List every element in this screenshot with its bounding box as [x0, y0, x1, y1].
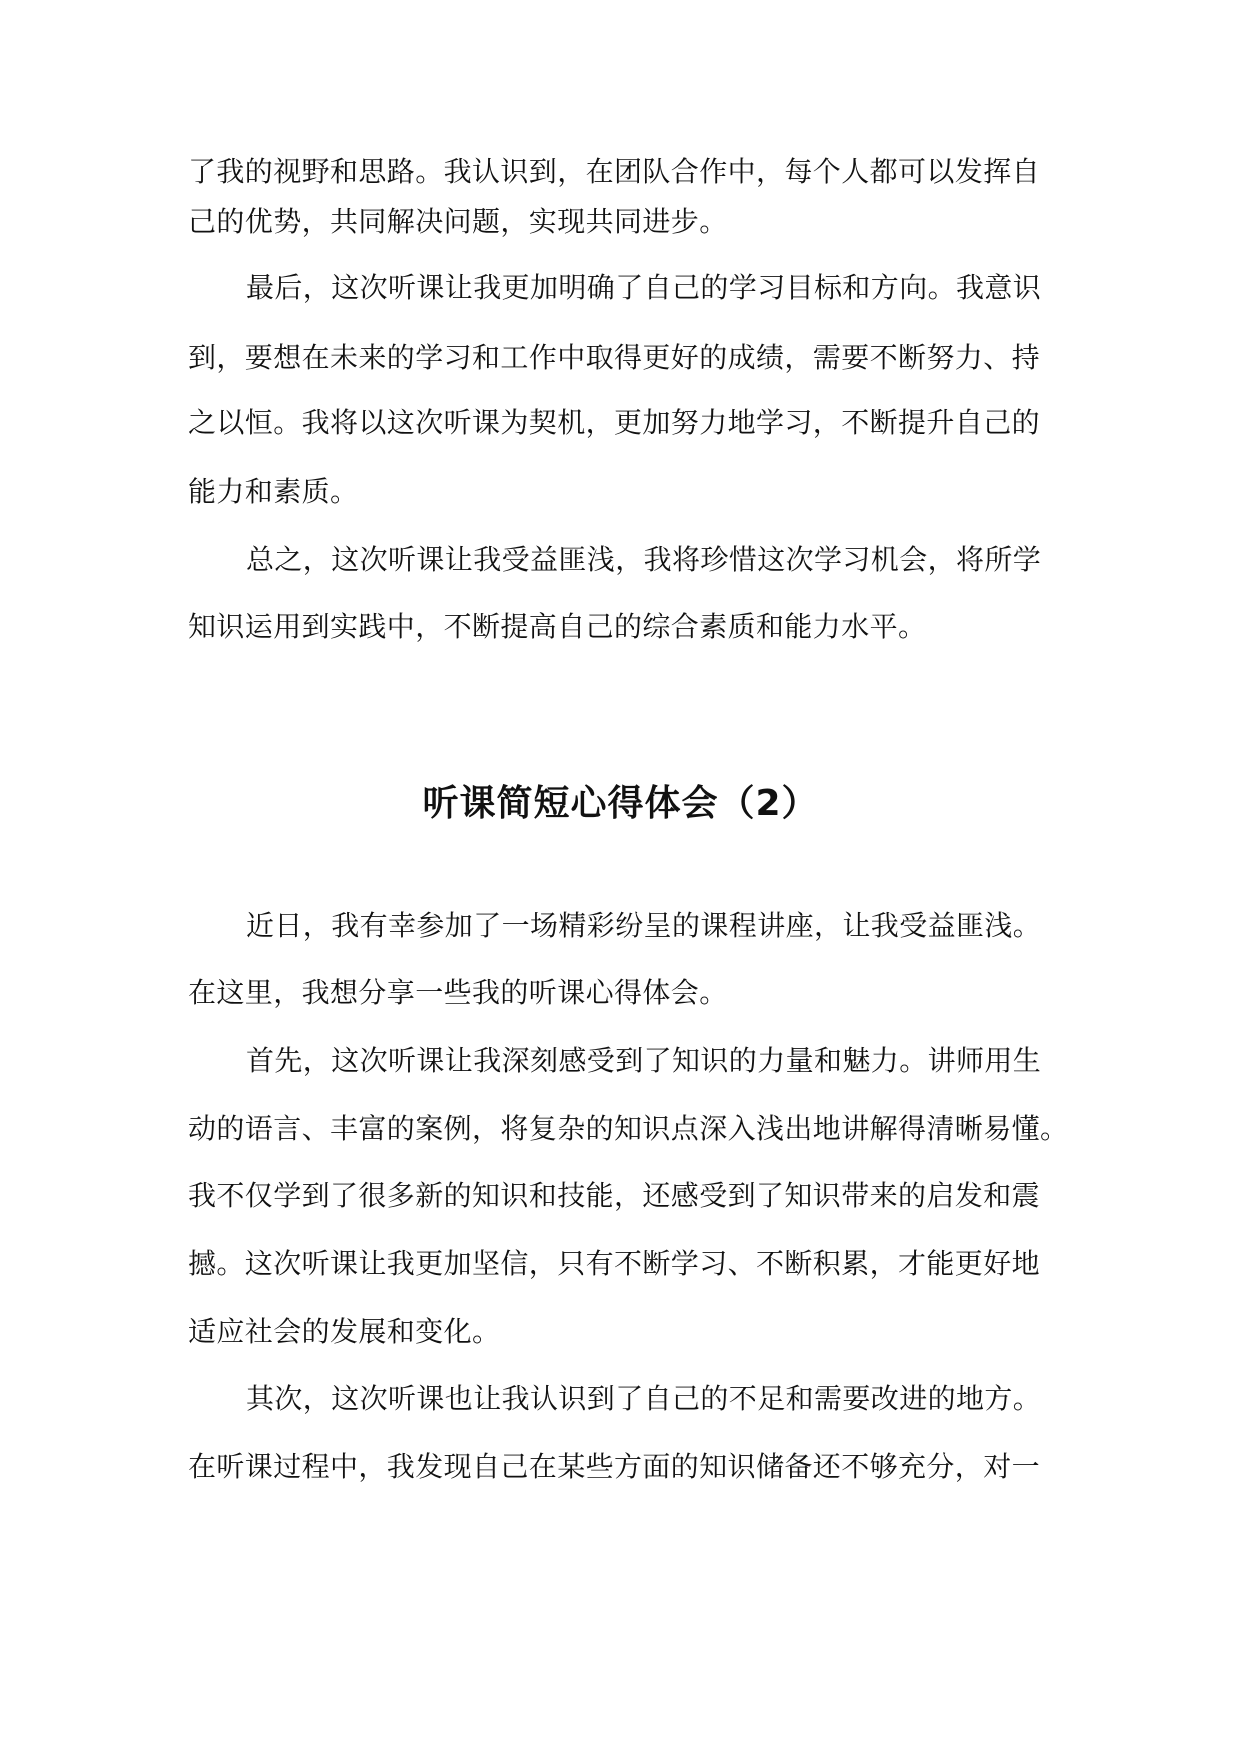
paragraph-line: 首先，这次听课让我深刻感受到了知识的力量和魅力。讲师用生: [246, 1044, 1042, 1077]
section-heading: 听课简短心得体会（2）: [422, 783, 819, 824]
paragraph-line: 知识运用到实践中，不断提高自己的综合素质和能力水平。: [188, 610, 927, 643]
paragraph-line: 总之，这次听课让我受益匪浅，我将珍惜这次学习机会，将所学: [246, 543, 1042, 576]
paragraph-line: 之以恒。我将以这次听课为契机，更加努力地学习，不断提升自己的: [188, 406, 1041, 439]
paragraph-line: 我不仅学到了很多新的知识和技能，还感受到了知识带来的启发和震: [188, 1179, 1041, 1212]
paragraph-line: 近日，我有幸参加了一场精彩纷呈的课程讲座，让我受益匪浅。: [246, 909, 1042, 942]
paragraph-line: 其次，这次听课也让我认识到了自己的不足和需要改进的地方。: [246, 1382, 1042, 1415]
paragraph-line: 适应社会的发展和变化。: [188, 1315, 501, 1348]
paragraph-line: 最后，这次听课让我更加明确了自己的学习目标和方向。我意识: [246, 271, 1042, 304]
paragraph-line: 撼。这次听课让我更加坚信，只有不断学习、不断积累，才能更好地: [188, 1247, 1041, 1280]
paragraph-line: 在听课过程中，我发现自己在某些方面的知识储备还不够充分，对一: [188, 1450, 1041, 1483]
paragraph-line: 动的语言、丰富的案例，将复杂的知识点深入浅出地讲解得清晰易懂。: [188, 1112, 1069, 1145]
paragraph-line: 了我的视野和思路。我认识到，在团队合作中，每个人都可以发挥自: [188, 155, 1041, 188]
paragraph-line: 到，要想在未来的学习和工作中取得更好的成绩，需要不断努力、持: [188, 341, 1041, 374]
paragraph-line: 能力和素质。: [188, 475, 359, 508]
paragraph-line: 己的优势，共同解决问题，实现共同进步。: [188, 205, 728, 238]
paragraph-line: 在这里，我想分享一些我的听课心得体会。: [188, 976, 728, 1009]
